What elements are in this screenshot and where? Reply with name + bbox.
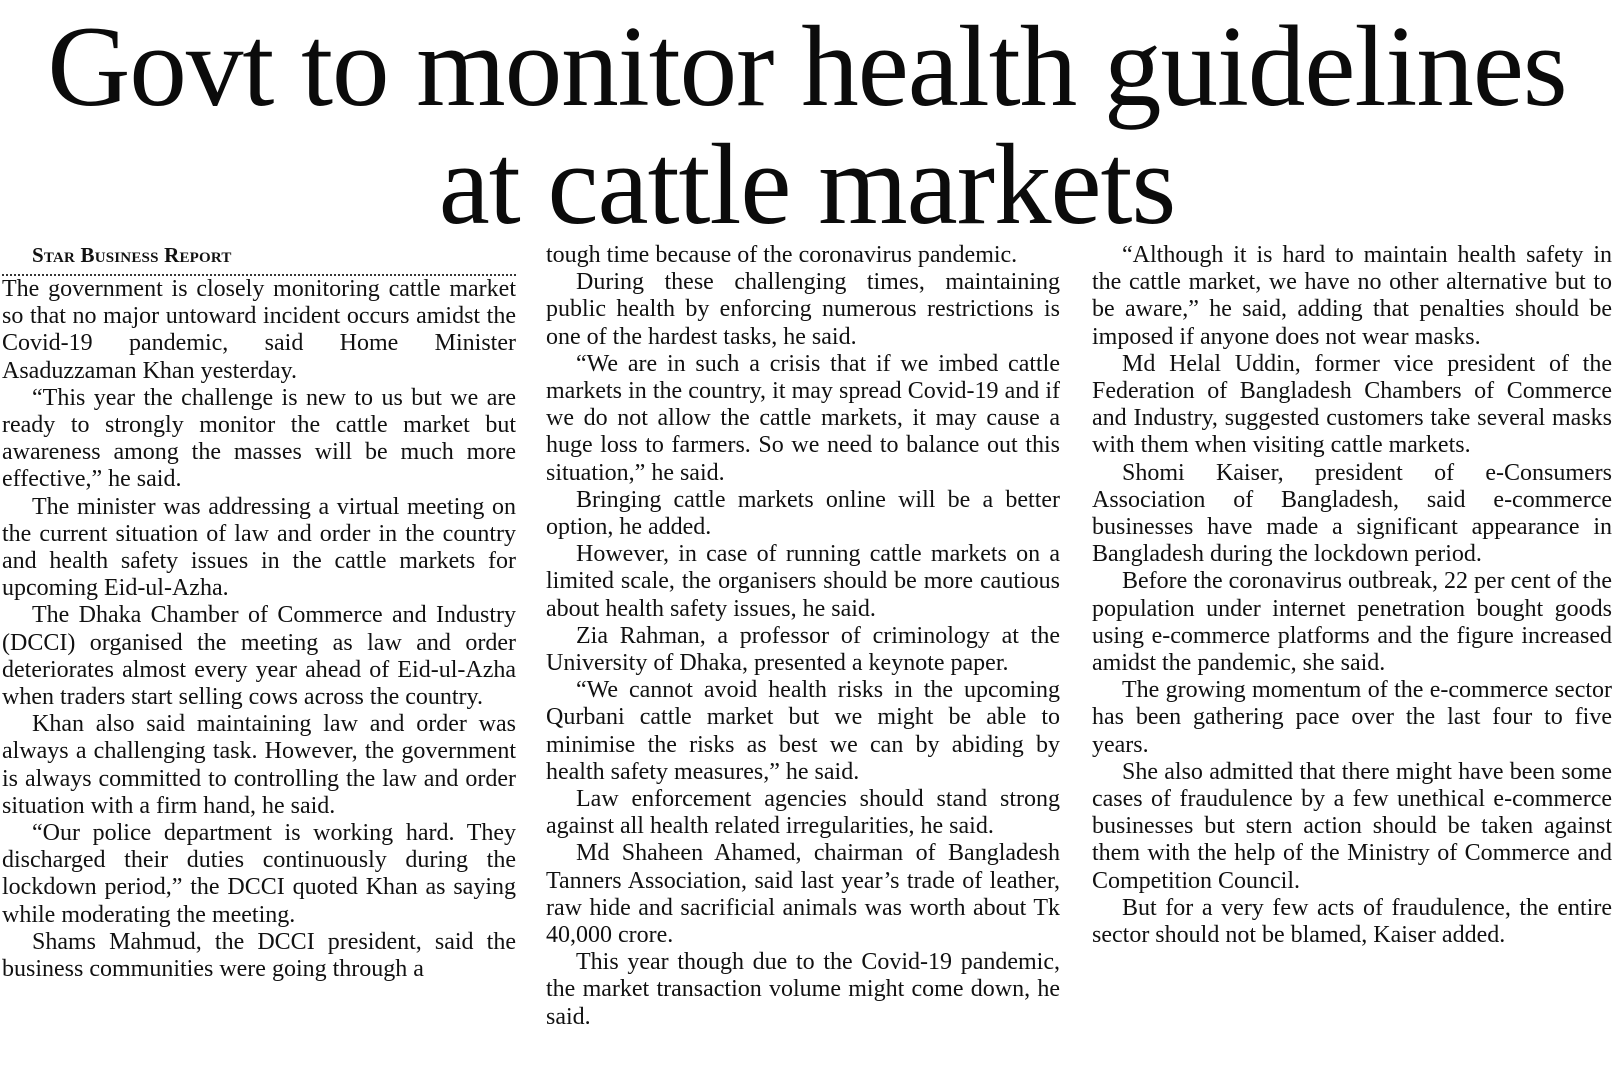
paragraph: Bringing cattle markets online will be a better option, he added. [546, 486, 1060, 541]
paragraph: Before the coronavirus outbreak, 22 per cent of the population under internet penetration bought goods using e-commerce platforms and the figure increased amidst the pandemic, she said. [1092, 568, 1612, 677]
headline-line-1: Govt to monitor health guidelines [47, 3, 1567, 130]
paragraph: However, in case of running cattle markets on a limited scale, the organisers should be more cautious about health safety issues, he said. [546, 541, 1060, 622]
paragraph: The growing momentum of the e-commerce sector has been gathering pace over the last four to five years. [1092, 677, 1612, 758]
paragraph: She also admitted that there might have been some cases of fraudulence by a few unethical e-commerce businesses but stern action should be taken against them with the help of the Ministry of Commerce and Competition Council. [1092, 758, 1612, 894]
paragraph: Zia Rahman, a professor of criminology at the University of Dhaka, presented a keynote paper. [546, 622, 1060, 677]
paragraph: Md Shaheen Ahamed, chairman of Bangladesh Tanners Association, said last year’s trade of leather, raw hide and sacrificial animals was worth about Tk 40,000 crore. [546, 840, 1060, 949]
paragraph: The government is closely monitoring cattle market so that no major untoward incident occurs amidst the Covid-19 pandemic, said Home Minister Asaduzzaman Khan yesterday. [2, 276, 516, 384]
paragraph: “This year the challenge is new to us but we are ready to strongly monitor the cattle market but awareness among the masses will be much more effective,” he said. [2, 384, 516, 493]
article-body [2, 242, 1612, 1080]
paragraph: The minister was addressing a virtual meeting on the current situation of law and order in the country and health safety issues in the cattle markets for upcoming Eid-ul-Azha. [2, 493, 516, 602]
paragraph: This year though due to the Covid-19 pandemic, the market transaction volume might come down, he said. [546, 949, 1060, 1030]
paragraph: The Dhaka Chamber of Commerce and Industry (DCCI) organised the meeting as law and order deteriorates almost every year ahead of Eid-ul-Azha when traders start selling cows across the country. [2, 602, 516, 711]
article-column-1 [2, 242, 516, 983]
paragraph: During these challenging times, maintaining public health by enforcing numerous restrictions is one of the hardest tasks, he said. [546, 269, 1060, 350]
paragraph: But for a very few acts of fraudulence, the entire sector should not be blamed, Kaiser added. [1092, 894, 1612, 949]
paragraph: “We cannot avoid health risks in the upcoming Qurbani cattle market but we might be able to minimise the risks as best we can by abiding by health safety measures,” he said. [546, 677, 1060, 785]
headline [0, 3, 1614, 248]
paragraph: Md Helal Uddin, former vice president of the Federation of Bangladesh Chambers of Commerce and Industry, suggested customers take several masks with them when visiting cattle markets. [1092, 350, 1612, 459]
paragraph: Khan also said maintaining law and order was always a challenging task. However, the government is always committed to controlling the law and order situation with a firm hand, he said. [2, 711, 516, 819]
paragraph: “Our police department is working hard. They discharged their duties continuously during the lockdown period,” the DCCI quoted Khan as saying while moderating the meeting. [2, 820, 516, 928]
paragraph: Law enforcement agencies should stand strong against all health related irregularities, he said. [546, 786, 1060, 840]
article-column-3 [1092, 242, 1612, 949]
paragraph: “Although it is hard to maintain health safety in the cattle market, we have no other alternative but to be aware,” he said, adding that penalties should be imposed if anyone does not wear masks. [1092, 242, 1612, 350]
byline: Star Business Report [2, 242, 516, 276]
article-column-2 [546, 242, 1060, 1031]
paragraph: tough time because of the coronavirus pandemic. [546, 242, 1018, 268]
paragraph: “We are in such a crisis that if we imbed cattle markets in the country, it may spread Covid-19 and if we do not allow the cattle markets, it may cause a huge loss to farmers. So we need to balance out this situation,” he said. [546, 350, 1060, 486]
paragraph: Shams Mahmud, the DCCI president, said the business communities were going through a [2, 928, 516, 983]
headline-line-2: at cattle markets [438, 121, 1176, 248]
paragraph: Shomi Kaiser, president of e-Consumers Association of Bangladesh, said e-commerce businesses have made a significant appearance in Bangladesh during the lockdown period. [1092, 459, 1612, 568]
